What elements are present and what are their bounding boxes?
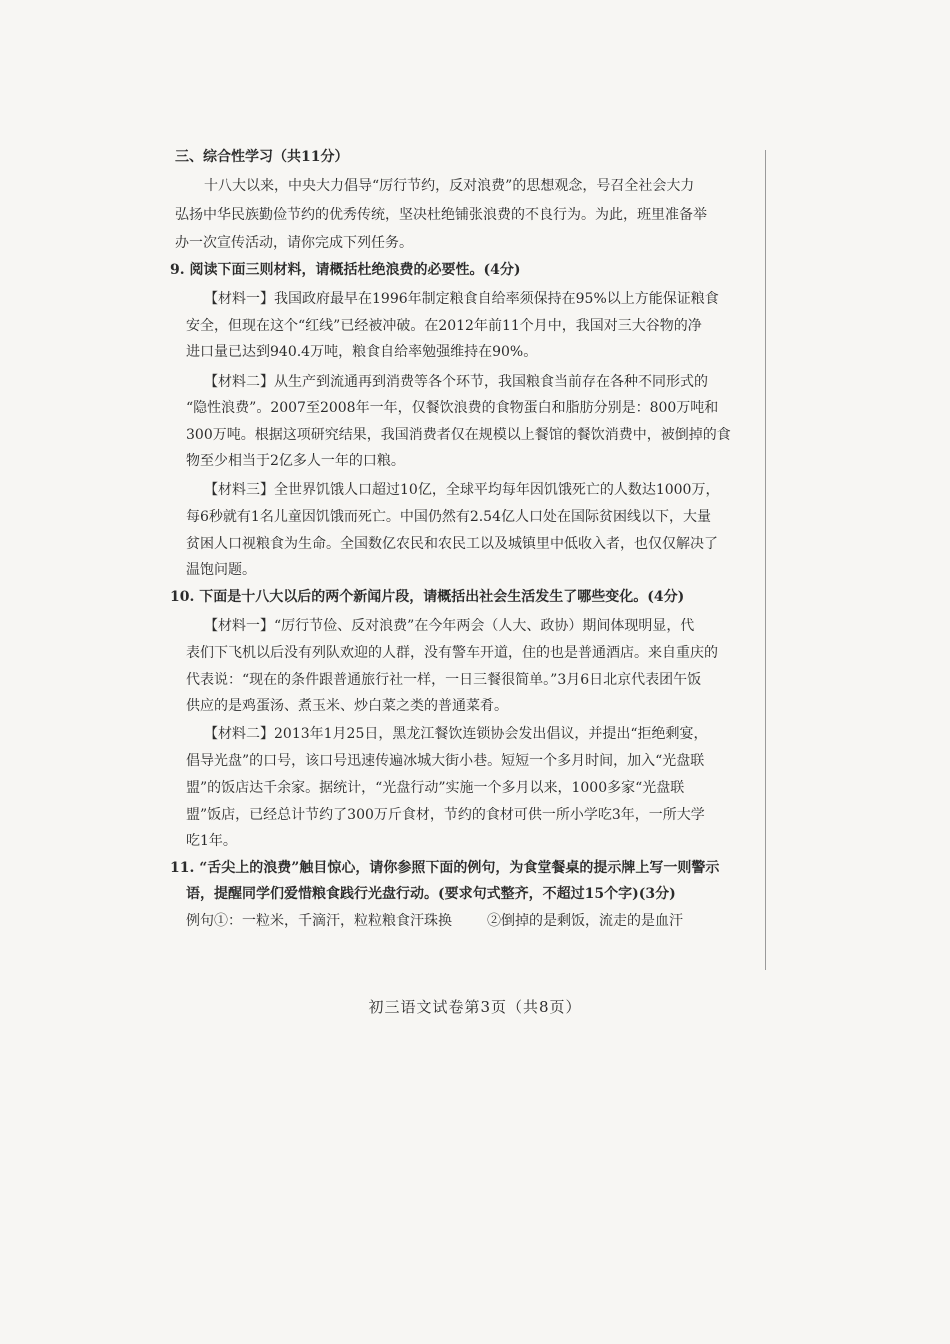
section-heading: 三、综合性学习（共11分） [175,149,349,165]
q10-material-2-line: 倡导光盘”的口号，该口号迅速传遍冰城大街小巷。短短一个多月时间，加入“光盘联 [186,753,705,769]
q9-material-1-line: 【材料一】我国政府最早在1996年制定粮食自给率须保持在95%以上方能保证粮食 [204,291,719,307]
q9-material-1-line: 安全，但现在这个“红线”已经被冲破。在2012年前11个月中，我国对三大谷物的净 [186,318,702,334]
q9-material-2-line: 物至少相当于2亿多人一年的口粮。 [186,453,405,469]
question-11-stem: 语，提醒同学们爱惜粮食践行光盘行动。(要求句式整齐，不超过15个字)(3分) [186,886,676,902]
q9-material-1-line: 进口量已达到940.4万吨，粮食自给率勉强维持在90%。 [186,344,538,360]
q9-material-3-line: 温饱问题。 [186,562,256,578]
q10-material-1-line: 表们下飞机以后没有列队欢迎的人群，没有警车开道，住的也是普通酒店。来自重庆的 [186,645,718,661]
question-9-stem: 9. 阅读下面三则材料，请概括杜绝浪费的必要性。(4分) [170,262,521,278]
q9-material-3-line: 【材料三】全世界饥饿人口超过10亿，全球平均每年因饥饿死亡的人数达1000万， [204,482,720,498]
question-10-stem: 10. 下面是十八大以后的两个新闻片段，请概括出社会生活发生了哪些变化。(4分) [170,589,685,605]
page-footer: 初三语文试卷第3页（共8页） [368,998,582,1016]
intro-line: 十八大以来，中央大力倡导“厉行节约，反对浪费”的思想观念，号召全社会大力 [204,178,695,194]
q10-material-1-line: 代表说：“现在的条件跟普通旅行社一样，一日三餐很简单。”3月6日北京代表团午饭 [186,672,702,688]
q10-material-2-line: 盟”的饭店达千余家。据统计，“光盘行动”实施一个多月以来，1000多家“光盘联 [186,780,685,796]
q10-material-1-line: 【材料一】“厉行节俭、反对浪费”在今年两会（人大、政协）期间体现明显，代 [204,618,695,634]
q10-material-2-line: 【材料二】2013年1月25日，黑龙江餐饮连锁协会发出倡议，并提出“拒绝剩宴， [204,726,708,742]
q11-example-2: ②倒掉的是剩饭，流走的是血汗 [487,913,683,929]
intro-line: 弘扬中华民族勤俭节约的优秀传统，坚决杜绝铺张浪费的不良行为。为此，班里准备举 [175,207,707,223]
question-11-stem: 11. “舌尖上的浪费”触目惊心，请你参照下面的例句，为食堂餐桌的提示牌上写一则警示 [170,860,720,876]
q9-material-2-line: “隐性浪费”。2007至2008年一年，仅餐饮浪费的食物蛋白和脂肪分别是：800万吨和 [186,400,719,416]
q9-material-3-line: 每6秒就有1名儿童因饥饿而死亡。中国仍然有2.54亿人口处在国际贫困线以下，大量 [186,509,711,525]
q11-example-1: 例句①：一粒米，千滴汗，粒粒粮食汗珠换 [186,913,452,929]
q9-material-2-line: 【材料二】从生产到流通再到消费等各个环节，我国粮食当前存在各种不同形式的 [204,374,708,390]
intro-line: 办一次宣传活动，请你完成下列任务。 [175,235,413,251]
q9-material-3-line: 贫困人口视粮食为生命。全国数亿农民和农民工以及城镇里中低收入者，也仅仅解决了 [186,536,718,552]
margin-rule [765,150,766,970]
q10-material-2-line: 盟”饭店，已经总计节约了300万斤食材，节约的食材可供一所小学吃3年，一所大学 [186,807,705,823]
q10-material-1-line: 供应的是鸡蛋汤、煮玉米、炒白菜之类的普通菜肴。 [186,698,508,714]
q10-material-2-line: 吃1年。 [186,833,237,849]
q9-material-2-line: 300万吨。根据这项研究结果，我国消费者仅在规模以上餐馆的餐饮消费中，被倒掉的食 [186,427,731,443]
